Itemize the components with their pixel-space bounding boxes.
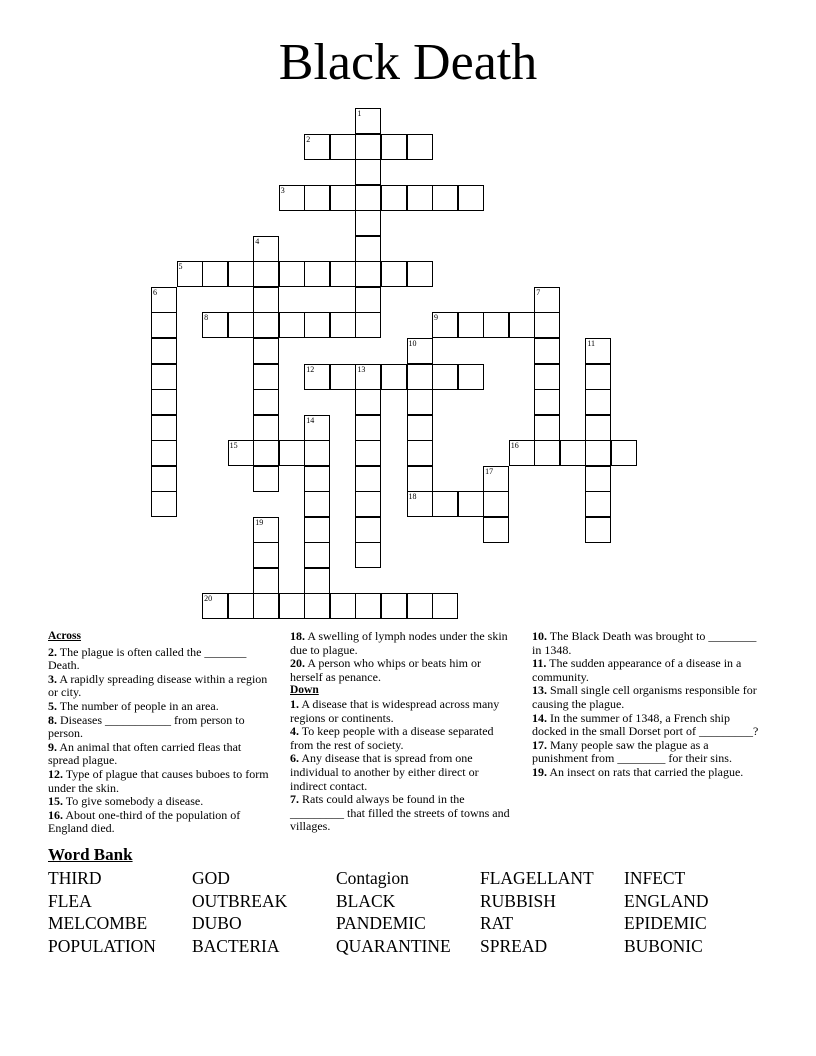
grid-cell[interactable] xyxy=(355,261,381,287)
word-bank-entry: RAT xyxy=(480,913,514,934)
grid-cell[interactable] xyxy=(253,517,279,543)
clue-number: 7. xyxy=(290,792,299,807)
clue-item xyxy=(532,712,766,739)
grid-cell[interactable] xyxy=(304,261,330,287)
grid-cell[interactable] xyxy=(534,364,560,390)
cell-number: 2 xyxy=(306,134,311,144)
clue-text: A disease that is widespread across many regions or continents. xyxy=(290,696,500,725)
cell-number: 16 xyxy=(510,441,519,451)
grid-cell[interactable] xyxy=(304,593,330,619)
clue-number: 15. xyxy=(48,794,63,809)
grid-cell[interactable] xyxy=(407,134,433,160)
grid-cell[interactable] xyxy=(585,440,611,466)
word-bank-entry: GOD xyxy=(192,868,230,888)
clue-item xyxy=(48,700,272,714)
clues-column-1 xyxy=(48,630,272,836)
grid-cell[interactable] xyxy=(432,364,458,390)
clue-text: A rapidly spreading disease within a region or city. xyxy=(48,671,268,700)
grid-cell[interactable] xyxy=(304,185,330,211)
grid-cell[interactable] xyxy=(304,542,330,568)
grid-cell[interactable] xyxy=(228,261,254,287)
clue-number: 9. xyxy=(48,739,57,754)
clue-text: The plague is often called the _______ Death. xyxy=(48,644,247,673)
grid-cell[interactable] xyxy=(177,261,203,287)
grid-cell[interactable] xyxy=(304,134,330,160)
clue-text: Rats could always be found in the _________ that filled the streets of towns and villages. xyxy=(290,792,510,834)
grid-cell[interactable] xyxy=(407,593,433,619)
grid-cell[interactable] xyxy=(253,440,279,466)
grid-cell[interactable] xyxy=(253,287,279,313)
grid-cell[interactable] xyxy=(534,287,560,313)
grid-cell[interactable] xyxy=(253,593,279,619)
grid-cell[interactable] xyxy=(151,364,177,390)
grid-cell[interactable] xyxy=(483,466,509,492)
grid-cell[interactable] xyxy=(611,440,637,466)
grid-cell[interactable] xyxy=(432,312,458,338)
word-bank-entry: DUBO xyxy=(192,913,242,934)
cell-number: 8 xyxy=(204,313,209,323)
clue-item xyxy=(532,630,766,657)
grid-cell[interactable] xyxy=(534,338,560,364)
grid-cell[interactable] xyxy=(151,312,177,338)
word-bank-entry: QUARANTINE xyxy=(336,935,451,956)
word-bank-entry: BLACK xyxy=(336,890,396,911)
cell-number: 19 xyxy=(255,517,264,527)
grid-cell[interactable] xyxy=(228,593,254,619)
grid-cell[interactable] xyxy=(151,466,177,492)
clue-text: Diseases ___________ from person to person. xyxy=(48,712,245,741)
grid-cell[interactable] xyxy=(432,185,458,211)
down-heading: Down xyxy=(290,684,319,697)
clue-number: 5. xyxy=(48,698,57,713)
clue-number: 14. xyxy=(532,710,547,725)
grid-cell[interactable] xyxy=(228,312,254,338)
grid-cell[interactable] xyxy=(355,134,381,160)
clue-item xyxy=(290,698,516,725)
grid-cell[interactable] xyxy=(304,466,330,492)
grid-cell[interactable] xyxy=(355,542,381,568)
grid-cell[interactable] xyxy=(330,134,356,160)
word-bank-entry: ENGLAND xyxy=(624,890,709,911)
clue-item xyxy=(48,741,272,768)
grid-cell[interactable] xyxy=(253,389,279,415)
page-title: Black Death xyxy=(278,34,538,91)
grid-cell[interactable] xyxy=(304,440,330,466)
grid-cell[interactable] xyxy=(432,593,458,619)
grid-cell[interactable] xyxy=(355,312,381,338)
grid-cell[interactable] xyxy=(585,389,611,415)
clue-number: 18. xyxy=(290,629,305,643)
grid-cell[interactable] xyxy=(253,261,279,287)
word-bank-entry: RUBBISH xyxy=(480,890,556,911)
word-bank-entry: OUTBREAK xyxy=(192,890,288,911)
clue-text: Small single cell organisms responsible for causing the plague. xyxy=(532,683,757,711)
word-bank-entry: BACTERIA xyxy=(192,935,280,956)
clue-item xyxy=(290,752,516,793)
clue-text: The sudden appearance of a disease in a community. xyxy=(532,656,742,684)
clue-number: 3. xyxy=(48,671,57,686)
grid-cell[interactable] xyxy=(151,415,177,441)
grid-cell[interactable] xyxy=(534,440,560,466)
grid-cell[interactable] xyxy=(355,159,381,185)
cell-number: 7 xyxy=(536,287,541,297)
clue-number: 2. xyxy=(48,644,57,659)
clue-item xyxy=(290,630,516,657)
grid-cell[interactable] xyxy=(534,312,560,338)
grid-cell[interactable] xyxy=(432,491,458,517)
clue-item xyxy=(532,657,766,684)
grid-cell[interactable] xyxy=(151,338,177,364)
grid-cell[interactable] xyxy=(253,568,279,594)
word-bank-entry: THIRD xyxy=(48,868,102,888)
clue-number: 6. xyxy=(290,751,299,766)
grid-cell[interactable] xyxy=(304,364,330,390)
grid-cell[interactable] xyxy=(585,491,611,517)
cell-number: 10 xyxy=(408,338,417,348)
grid-cell[interactable] xyxy=(228,440,254,466)
grid-cell[interactable] xyxy=(407,491,433,517)
cell-number: 17 xyxy=(485,466,494,476)
cell-number: 5 xyxy=(178,262,183,272)
clue-item xyxy=(532,684,766,711)
grid-cell[interactable] xyxy=(304,415,330,441)
word-bank-entry: SPREAD xyxy=(480,935,548,956)
grid-cell[interactable] xyxy=(407,466,433,492)
grid-cell[interactable] xyxy=(483,517,509,543)
grid-cell[interactable] xyxy=(458,312,484,338)
clue-text: A person who whips or beats him or herself as penance. xyxy=(290,656,481,684)
clue-item xyxy=(290,657,516,684)
grid-cell[interactable] xyxy=(279,312,305,338)
grid-cell[interactable] xyxy=(381,185,407,211)
grid-cell[interactable] xyxy=(355,210,381,236)
grid-cell[interactable] xyxy=(330,364,356,390)
clue-item xyxy=(532,739,766,766)
grid-cell[interactable] xyxy=(407,389,433,415)
grid-cell[interactable] xyxy=(253,236,279,262)
cell-number: 9 xyxy=(434,313,439,323)
cell-number: 20 xyxy=(204,594,213,604)
grid-cell[interactable] xyxy=(253,415,279,441)
clue-text: An insect on rats that carried the plague. xyxy=(547,764,744,779)
grid-cell[interactable] xyxy=(253,312,279,338)
clue-text: An animal that often carried fleas that spread plague. xyxy=(48,739,242,768)
grid-cell[interactable] xyxy=(151,440,177,466)
grid-cell[interactable] xyxy=(381,134,407,160)
grid-cell[interactable] xyxy=(458,364,484,390)
grid-cell[interactable] xyxy=(381,364,407,390)
grid-cell[interactable] xyxy=(253,338,279,364)
word-bank-entry: Contagion xyxy=(336,868,409,888)
clue-item xyxy=(48,768,272,795)
grid-cell[interactable] xyxy=(483,491,509,517)
clue-item xyxy=(48,795,272,809)
clue-number: 12. xyxy=(48,766,63,781)
grid-cell[interactable] xyxy=(407,185,433,211)
word-bank-entry: EPIDEMIC xyxy=(624,913,707,934)
grid-cell[interactable] xyxy=(330,593,356,619)
grid-cell[interactable] xyxy=(304,517,330,543)
grid-cell[interactable] xyxy=(355,491,381,517)
grid-cell[interactable] xyxy=(253,466,279,492)
clue-number: 13. xyxy=(532,683,547,698)
grid-cell[interactable] xyxy=(407,338,433,364)
grid-cell[interactable] xyxy=(355,440,381,466)
word-bank-entry: FLAGELLANT xyxy=(480,868,594,888)
grid-cell[interactable] xyxy=(381,593,407,619)
clue-text: Any disease that is spread from one individual to another by either direct or indirect contact. xyxy=(290,751,479,793)
cell-number: 1 xyxy=(357,109,362,118)
clue-number: 1. xyxy=(290,696,299,711)
grid-cell[interactable] xyxy=(407,440,433,466)
grid-cell[interactable] xyxy=(355,287,381,313)
grid-cell[interactable] xyxy=(483,312,509,338)
grid-cell[interactable] xyxy=(304,568,330,594)
grid-cell[interactable] xyxy=(279,440,305,466)
clue-number: 11. xyxy=(532,656,547,671)
clue-text: To give somebody a disease. xyxy=(63,794,204,809)
cell-number: 4 xyxy=(255,236,260,246)
word-bank-entry: BUBONIC xyxy=(624,935,703,956)
grid-cell[interactable] xyxy=(534,389,560,415)
grid-cell[interactable] xyxy=(355,517,381,543)
cell-number: 11 xyxy=(587,338,596,348)
cell-number: 18 xyxy=(408,492,417,502)
cell-number: 3 xyxy=(280,185,285,195)
clue-number: 4. xyxy=(290,724,299,739)
word-bank-heading: Word Bank xyxy=(48,845,133,864)
grid-cell[interactable] xyxy=(534,415,560,441)
clue-item xyxy=(290,725,516,752)
clue-text: Many people saw the plague as a punishment from ________ for their sins. xyxy=(532,737,732,766)
grid-cell[interactable] xyxy=(151,491,177,517)
grid-cell[interactable] xyxy=(279,185,305,211)
clue-item xyxy=(48,673,272,700)
cell-number: 14 xyxy=(306,415,315,425)
word-bank-entry: INFECT xyxy=(624,868,686,888)
grid-cell[interactable] xyxy=(304,491,330,517)
clue-number: 8. xyxy=(48,712,57,727)
grid-cell[interactable] xyxy=(355,389,381,415)
word-bank-entry: POPULATION xyxy=(48,935,156,956)
clue-number: 19. xyxy=(532,764,547,779)
grid-cell[interactable] xyxy=(355,415,381,441)
grid-cell[interactable] xyxy=(355,466,381,492)
grid-cell[interactable] xyxy=(304,312,330,338)
clue-text: About one-third of the population of England died. xyxy=(48,807,241,836)
clue-text: In the summer of 1348, a French ship docked in the small Dorset port of _________? xyxy=(532,710,759,739)
grid-cell[interactable] xyxy=(458,185,484,211)
grid-cell[interactable] xyxy=(355,593,381,619)
clue-item xyxy=(48,714,272,741)
across-heading: Across xyxy=(48,630,82,642)
word-bank-entry: PANDEMIC xyxy=(336,913,426,934)
cell-number: 15 xyxy=(229,441,238,451)
grid-cell[interactable] xyxy=(355,364,381,390)
grid-cell[interactable] xyxy=(509,440,535,466)
clue-item xyxy=(532,766,766,780)
clue-text: To keep people with a disease separated from the rest of society. xyxy=(290,724,494,752)
grid-cell[interactable] xyxy=(330,312,356,338)
grid-cell[interactable] xyxy=(407,415,433,441)
clue-item xyxy=(290,793,516,834)
grid-cell[interactable] xyxy=(253,542,279,568)
cell-number: 12 xyxy=(306,364,315,374)
grid-cell[interactable] xyxy=(585,338,611,364)
clue-text: The Black Death was brought to ________ in 1348. xyxy=(532,629,757,657)
clue-text: Type of plague that causes buboes to form under the skin. xyxy=(48,766,269,795)
clue-text: A swelling of lymph nodes under the skin due to plague. xyxy=(290,629,508,657)
grid-cell[interactable] xyxy=(202,593,228,619)
grid-cell[interactable] xyxy=(330,185,356,211)
grid-cell[interactable] xyxy=(355,108,381,134)
clue-number: 20. xyxy=(290,656,305,671)
word-bank-entry: MELCOMBE xyxy=(48,913,148,934)
cell-number: 13 xyxy=(357,364,366,374)
clue-item xyxy=(48,809,272,836)
grid-cell[interactable] xyxy=(585,517,611,543)
grid-cell[interactable] xyxy=(151,287,177,313)
grid-cell[interactable] xyxy=(202,312,228,338)
grid-cell[interactable] xyxy=(560,440,586,466)
grid-cell[interactable] xyxy=(381,261,407,287)
clues-column-2 xyxy=(290,630,516,834)
clue-number: 10. xyxy=(532,629,547,643)
grid-cell[interactable] xyxy=(279,593,305,619)
clues-column-3 xyxy=(532,630,766,780)
grid-cell[interactable] xyxy=(202,261,228,287)
grid-cell[interactable] xyxy=(355,185,381,211)
clue-number: 16. xyxy=(48,807,63,822)
clue-item xyxy=(48,646,272,673)
word-bank-entry: FLEA xyxy=(48,890,92,911)
cell-number: 6 xyxy=(153,287,157,297)
grid-cell[interactable] xyxy=(585,415,611,441)
grid-cell[interactable] xyxy=(279,261,305,287)
grid-cell[interactable] xyxy=(407,261,433,287)
grid-cell[interactable] xyxy=(509,312,535,338)
grid-cell[interactable] xyxy=(407,364,433,390)
grid-cell[interactable] xyxy=(585,466,611,492)
grid-cell[interactable] xyxy=(355,236,381,262)
grid-cell[interactable] xyxy=(151,389,177,415)
clue-number: 17. xyxy=(532,737,547,752)
clue-text: The number of people in an area. xyxy=(57,698,219,713)
grid-cell[interactable] xyxy=(253,364,279,390)
grid-cell[interactable] xyxy=(458,491,484,517)
grid-cell[interactable] xyxy=(585,364,611,390)
grid-cell[interactable] xyxy=(330,261,356,287)
